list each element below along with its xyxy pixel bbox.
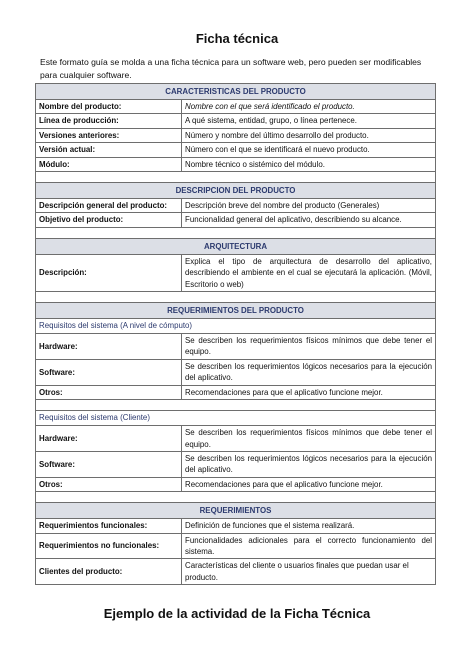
row-label: Objetivo del producto:: [36, 213, 182, 227]
spacer-row: [36, 292, 436, 303]
table-row: [36, 334, 436, 360]
section-header-requerimientos-producto: [36, 303, 436, 319]
row-label: Versión actual:: [36, 143, 182, 157]
row-label: Hardware:: [36, 426, 182, 452]
row-label: Nombre del producto:: [36, 100, 182, 114]
table-row: [36, 254, 436, 291]
spacer-cell: [36, 172, 436, 183]
row-value: Se describen los requerimientos lógicos necesarios para la ejecución del aplicativo.: [182, 359, 436, 385]
section-header-label: CARACTERISTICAS DEL PRODUCTO: [36, 84, 436, 100]
row-value: Funcionalidades adicionales para el correcto funcionamiento del sistema.: [182, 533, 436, 559]
spacer-cell: [36, 227, 436, 238]
spacer-row: [36, 492, 436, 503]
spacer-row: [36, 227, 436, 238]
row-value: Nombre con el que será identificado el producto.: [182, 100, 436, 114]
row-label: Hardware:: [36, 334, 182, 360]
row-label: Módulo:: [36, 157, 182, 171]
row-value: Se describen los requerimientos físicos mínimos que debe tener el equipo.: [182, 334, 436, 360]
row-label: Línea de producción:: [36, 114, 182, 128]
row-label: Software:: [36, 359, 182, 385]
section-header-label: DESCRIPCION DEL PRODUCTO: [36, 183, 436, 199]
row-value: Funcionalidad general del aplicativo, describiendo su alcance.: [182, 213, 436, 227]
row-label: Versiones anteriores:: [36, 128, 182, 142]
example-title: Ejemplo de la actividad de la Ficha Técnica: [103, 606, 371, 621]
row-value: Se describen los requerimientos físicos mínimos que debe tener el equipo.: [182, 426, 436, 452]
section-header-label: REQUERIMIENTOS: [36, 503, 436, 519]
table-row: [36, 114, 436, 128]
subsection-cliente: [36, 411, 436, 426]
table-row: [36, 100, 436, 114]
row-value: Recomendaciones para que el aplicativo funcione mejor.: [182, 385, 436, 399]
subsection-computo: [36, 319, 436, 334]
table-row: [36, 477, 436, 491]
row-value: Número con el que se identificará el nuevo producto.: [182, 143, 436, 157]
table-row: [36, 426, 436, 452]
row-label: Otros:: [36, 385, 182, 399]
row-label: Otros:: [36, 477, 182, 491]
row-label: Requerimientos no funcionales:: [36, 533, 182, 559]
row-label: Descripción:: [36, 254, 182, 291]
row-label: Clientes del producto:: [36, 559, 182, 585]
row-label: Descripción general del producto:: [36, 199, 182, 213]
table-row: [36, 213, 436, 227]
table-row: [36, 533, 436, 559]
row-label: Requerimientos funcionales:: [36, 519, 182, 533]
spacer-row: [36, 172, 436, 183]
row-value: Definición de funciones que el sistema realizará.: [182, 519, 436, 533]
row-value: Explica el tipo de arquitectura de desarrollo del aplicativo, describiendo el ambiente en el cual se ejecutará la aplicación. (Móvil, Escritorio o web): [182, 254, 436, 291]
section-header-label: REQUERIMIENTOS DEL PRODUCTO: [36, 303, 436, 319]
row-value: Descripción breve del nombre del producto (Generales): [182, 199, 436, 213]
section-header-label: ARQUITECTURA: [36, 238, 436, 254]
spacer-row: [36, 400, 436, 411]
section-header-arquitectura: [36, 238, 436, 254]
table-row: [36, 157, 436, 171]
table-row: [36, 559, 436, 585]
subsection-label: Requisitos del sistema (Cliente): [36, 411, 436, 426]
table-row: [36, 128, 436, 142]
spacer-cell: [36, 492, 436, 503]
intro-paragraph: Este formato guía se molda a una ficha técnica para un software web, pero pueden ser modificables para cualquier software.: [40, 57, 422, 80]
row-value: A qué sistema, entidad, grupo, o línea pertenece.: [182, 114, 436, 128]
page-title: Ficha técnica: [195, 31, 279, 46]
subsection-label: Requisitos del sistema (A nivel de cómputo): [36, 319, 436, 334]
row-value: Recomendaciones para que el aplicativo funcione mejor.: [182, 477, 436, 491]
ficha-tecnica-table: [35, 83, 436, 585]
section-header-caracteristicas: [36, 84, 436, 100]
table-row: [36, 359, 436, 385]
table-row: [36, 385, 436, 399]
section-header-descripcion: [36, 183, 436, 199]
table-row: [36, 143, 436, 157]
row-value: Se describen los requerimientos lógicos necesarios para la ejecución del aplicativo.: [182, 451, 436, 477]
table-row: [36, 451, 436, 477]
table-row: [36, 199, 436, 213]
spacer-cell: [36, 292, 436, 303]
table-row: [36, 519, 436, 533]
spacer-cell: [36, 400, 436, 411]
row-value: Nombre técnico o sistémico del módulo.: [182, 157, 436, 171]
section-header-requerimientos: [36, 503, 436, 519]
row-value: Número y nombre del último desarrollo del producto.: [182, 128, 436, 142]
row-value: Características del cliente o usuarios finales que puedan usar el producto.: [182, 559, 436, 585]
row-label: Software:: [36, 451, 182, 477]
